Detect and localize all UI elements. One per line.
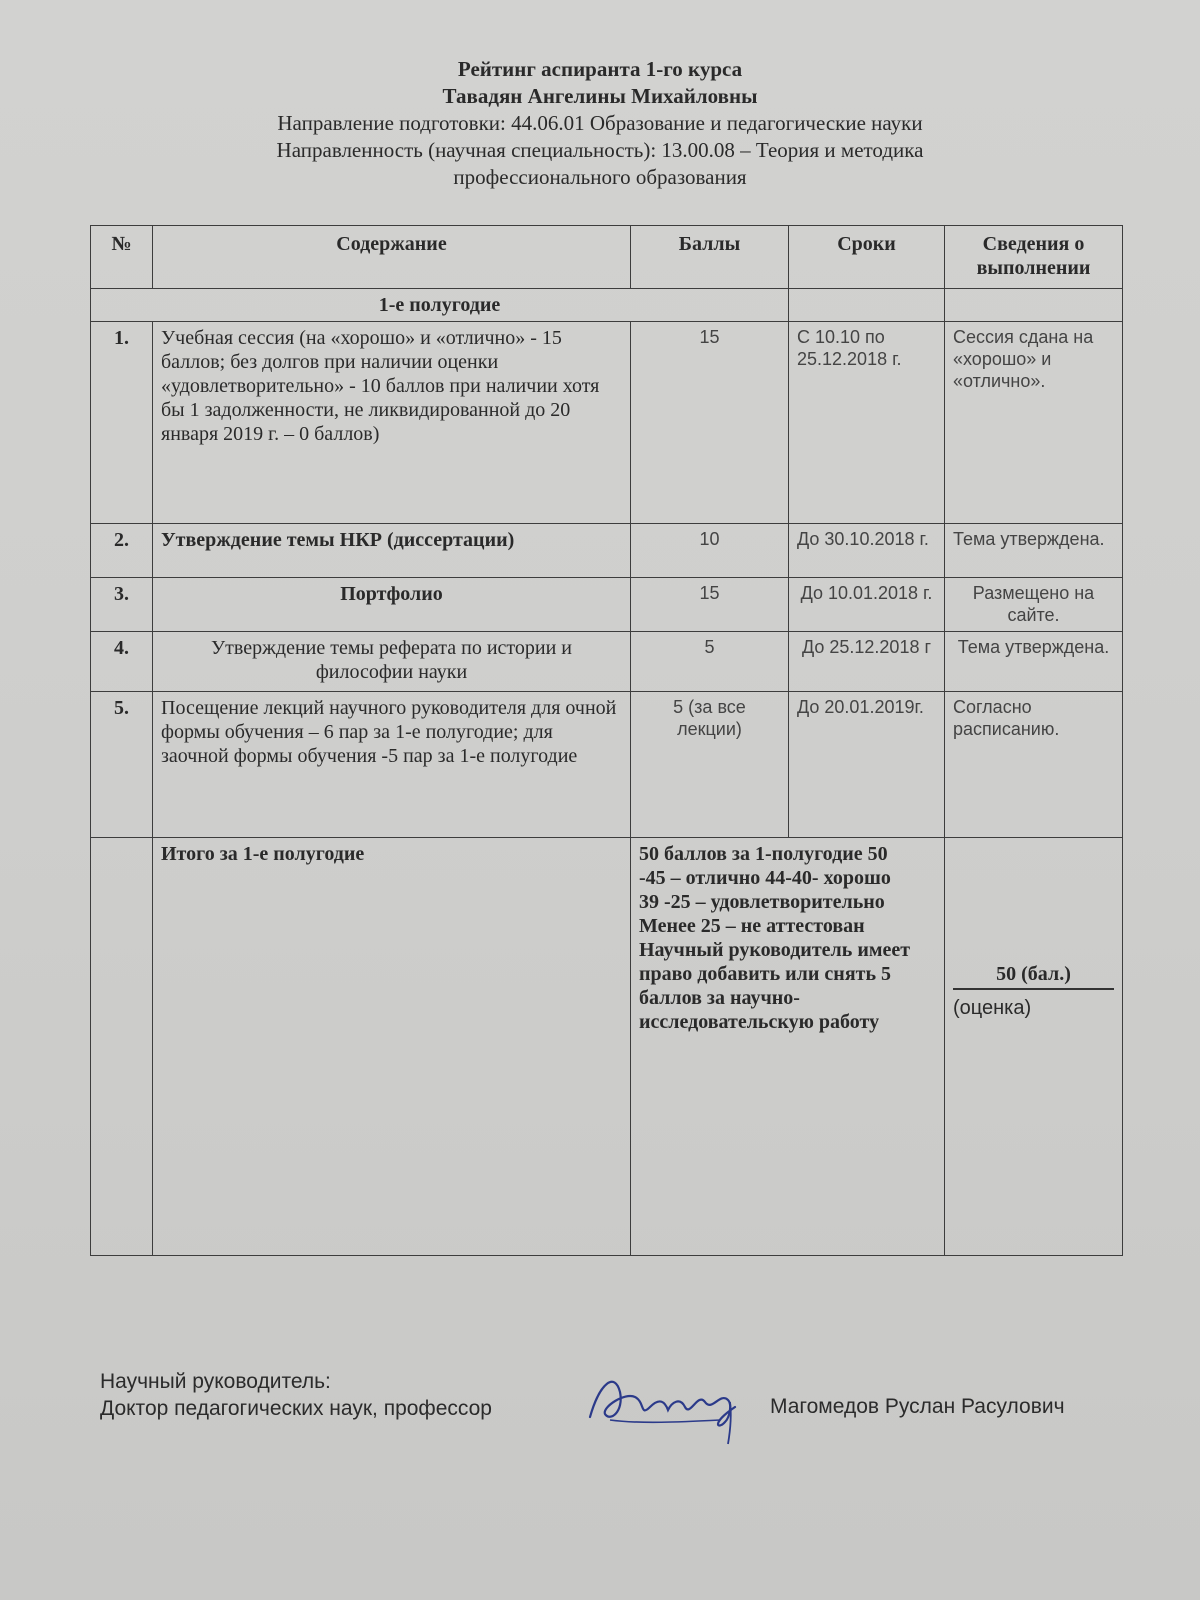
row-content: Утверждение темы реферата по истории и философии науки xyxy=(153,632,631,692)
table-row xyxy=(91,632,1123,692)
row-num: 5. xyxy=(91,692,153,838)
row-content: Посещение лекций научного руководителя для очной формы обучения – 6 пар за 1-е полугодие; для заочной формы обучения -5 пар за 1-е полугодие xyxy=(153,692,631,838)
row-points: 5 (за все лекции) xyxy=(631,692,789,838)
row-points: 15 xyxy=(631,578,789,632)
row-deadline: До 10.01.2018 г. xyxy=(789,578,945,632)
row-status: Тема утверждена. xyxy=(945,524,1123,578)
row-num: 3. xyxy=(91,578,153,632)
table-row xyxy=(91,524,1123,578)
row-num: 2. xyxy=(91,524,153,578)
row-status: Размещено на сайте. xyxy=(945,578,1123,632)
total-row xyxy=(91,838,1123,1256)
row-points: 15 xyxy=(631,322,789,524)
row-status: Тема утверждена. xyxy=(945,632,1123,692)
total-grade: 50 (бал.) xyxy=(953,962,1114,990)
supervisor-name: Магомедов Руслан Расулович xyxy=(770,1395,1065,1418)
row-deadline: С 10.10 по 25.12.2018 г. xyxy=(789,322,945,524)
row-content: Портфолио xyxy=(153,578,631,632)
row-status: Сессия сдана на «хорошо» и «отлично». xyxy=(945,322,1123,524)
total-label: Итого за 1-е полугодие xyxy=(153,838,631,1256)
title-line: Рейтинг аспиранта 1-го курса xyxy=(457,57,743,81)
row-points: 5 xyxy=(631,632,789,692)
row-deadline: До 20.01.2019г. xyxy=(789,692,945,838)
section-empty-cell xyxy=(945,289,1123,322)
row-content: Учебная сессия (на «хорошо» и «отлично» - 15 баллов; без долгов при наличии оценки «удовлетворительно» - 10 баллов при наличии хотя бы 1 задолженности, не ликвидированной до 20 января 2019 г. – 0 баллов) xyxy=(153,322,631,524)
total-num-cell xyxy=(91,838,153,1256)
direction-line: Направление подготовки: 44.06.01 Образование и педагогические науки xyxy=(277,111,923,135)
section-label: 1-е полугодие xyxy=(91,289,789,322)
rating-table xyxy=(90,225,1123,1256)
table-row xyxy=(91,322,1123,524)
signature-image xyxy=(580,1362,755,1452)
section-row xyxy=(91,289,1123,322)
row-num: 1. xyxy=(91,322,153,524)
row-num: 4. xyxy=(91,632,153,692)
row-deadline: До 30.10.2018 г. xyxy=(789,524,945,578)
col-header-num: № xyxy=(91,226,153,289)
table-row xyxy=(91,692,1123,838)
col-header-points: Баллы xyxy=(631,226,789,289)
total-scale: 50 баллов за 1-полугодие 50 -45 – отлично 44-40- хорошо 39 -25 – удовлетворительно Менее 25 – не аттестован Научный руководитель имеет право добавить или снять 5 баллов за научно-исследовательскую работу xyxy=(631,838,945,1256)
document-header xyxy=(0,56,1200,191)
row-status: Согласно расписанию. xyxy=(945,692,1123,838)
col-header-status: Сведения о выполнении xyxy=(945,226,1123,289)
col-header-content: Содержание xyxy=(153,226,631,289)
footer-signature-block xyxy=(100,1368,492,1422)
row-content: Утверждение темы НКР (диссертации) xyxy=(153,524,631,578)
supervisor-degree: Доктор педагогических наук, профессор xyxy=(100,1397,492,1420)
specialty-line: Направленность (научная специальность): 13.00.08 – Теория и методика xyxy=(276,138,924,162)
section-empty-cell xyxy=(789,289,945,322)
row-points: 10 xyxy=(631,524,789,578)
supervisor-role: Научный руководитель: xyxy=(100,1370,331,1393)
specialty-line-cont: профессионального образования xyxy=(453,165,747,189)
table-row xyxy=(91,578,1123,632)
table-header-row xyxy=(91,226,1123,289)
grade-caption: (оценка) xyxy=(953,997,1032,1019)
col-header-deadline: Сроки xyxy=(789,226,945,289)
row-deadline: До 25.12.2018 г xyxy=(789,632,945,692)
student-name: Тавадян Ангелины Михайловны xyxy=(442,84,758,108)
total-grade-cell xyxy=(945,838,1123,1256)
